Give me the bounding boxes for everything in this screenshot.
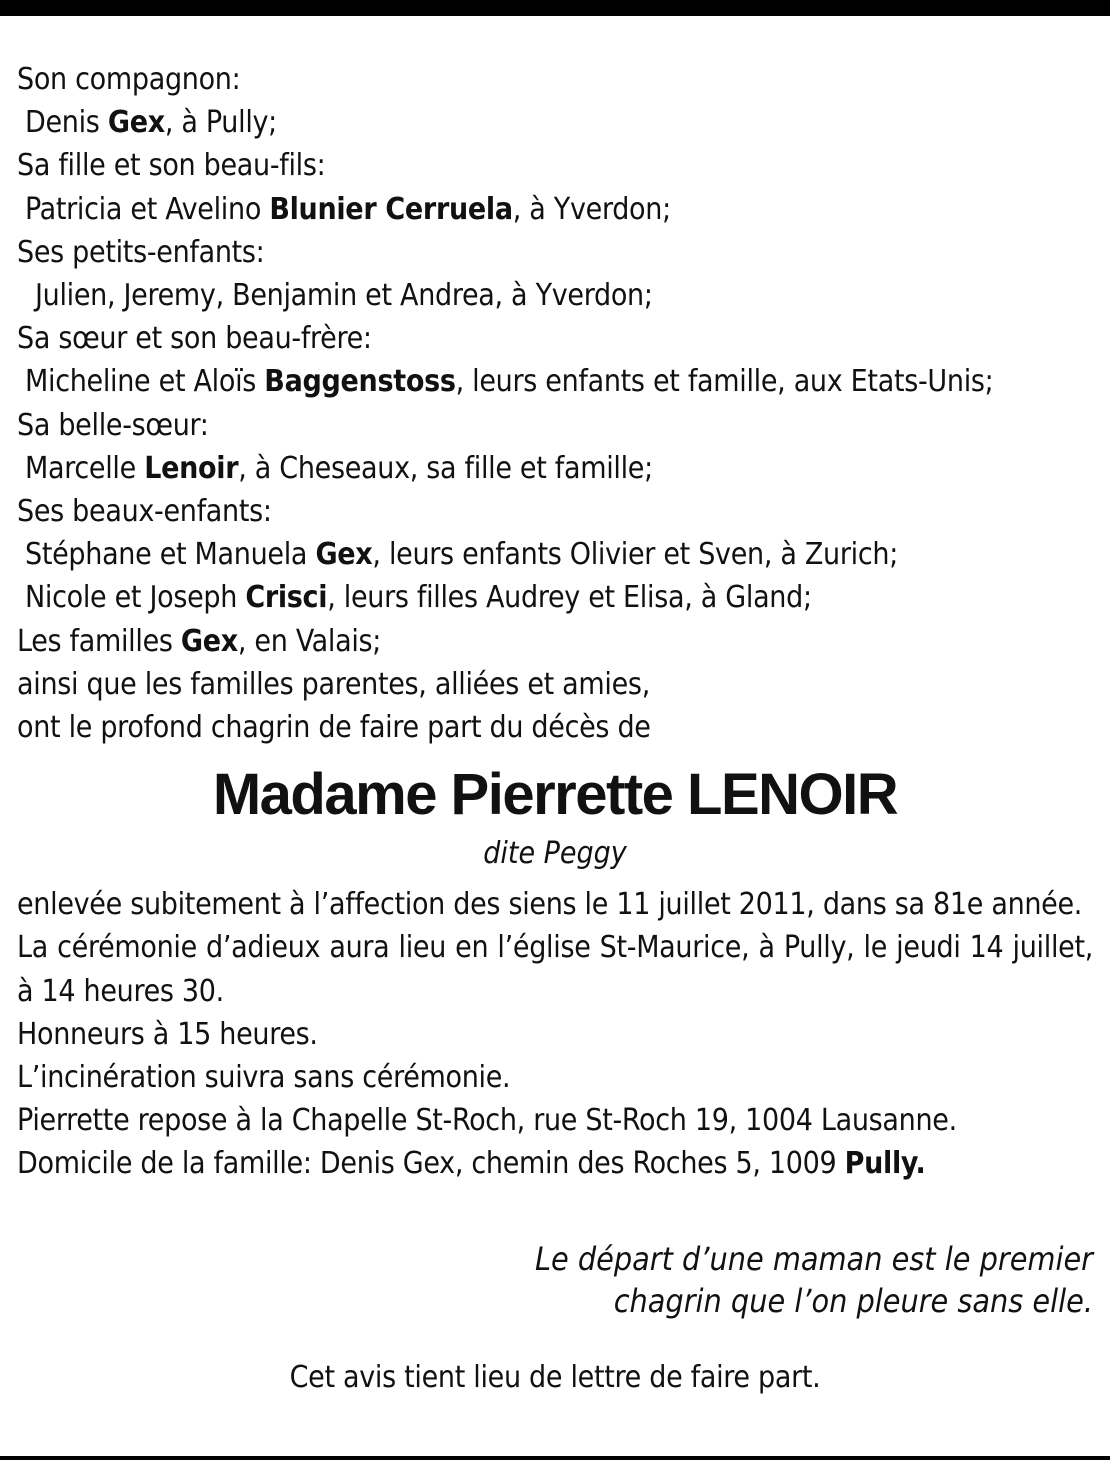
honours-info: Honneurs à 15 heures.: [17, 1016, 318, 1052]
member-surname: Gex: [107, 105, 165, 141]
family-member-line: [17, 620, 1093, 663]
family-member-line: [17, 533, 1093, 576]
family-domicile: [17, 1142, 1093, 1185]
member-names: Les familles: [17, 623, 181, 659]
member-names: Stéphane et Manuela: [25, 537, 316, 573]
family-list: [17, 58, 1093, 749]
family-member-line: [17, 576, 1093, 619]
member-names: Nicole et Joseph: [25, 580, 246, 616]
member-details: , à Yverdon;: [512, 191, 671, 227]
death-announcement: enlevée subitement à l’affection des siens le 11 juillet 2011, dans sa 81e année.: [17, 887, 1083, 923]
domicile-address: Domicile de la famille: Denis Gex, chemin des Roches 5, 1009: [17, 1146, 845, 1182]
relation-label: Sa fille et son beau-fils:: [17, 148, 326, 184]
deceased-name: Madame Pierrette LENOIR: [212, 762, 898, 828]
family-member-line: [17, 447, 1093, 490]
member-surname: Gex: [315, 537, 373, 573]
resting-place-info: Pierrette repose à la Chapelle St-Roch, rue St-Roch 19, 1004 Lausanne.: [17, 1103, 957, 1139]
quote-line-2: chagrin que l’on pleure sans elle.: [613, 1281, 1093, 1320]
ceremony-info: La cérémonie d’adieux aura lieu en l’église St-Maurice, à Pully, le jeudi 14 juillet, à 14 heures 30.: [17, 930, 1093, 1009]
member-details: , à Cheseaux, sa fille et famille;: [238, 450, 653, 486]
family-member-line: [17, 188, 1093, 231]
member-names: Marcelle: [25, 450, 145, 486]
member-details: , leurs enfants et famille, aux Etats-Unis;: [455, 364, 994, 400]
memorial-quote: [17, 1238, 1093, 1322]
relation-label: ont le profond chagrin de faire part du décès de: [17, 710, 651, 746]
family-member-line: [17, 101, 1093, 144]
relation-label: Ses beaux-enfants:: [17, 494, 272, 530]
relation-label: Son compagnon:: [17, 62, 241, 97]
family-member-line: [17, 360, 1093, 403]
member-names: Denis: [25, 105, 108, 141]
member-details: , leurs enfants Olivier et Sven, à Zurich;: [372, 537, 898, 573]
member-names: Micheline et Aloïs: [25, 364, 265, 400]
bottom-border-rule: [0, 1456, 1110, 1460]
cremation-info: L’incinération suivra sans cérémonie.: [17, 1060, 511, 1096]
domicile-city: Pully.: [844, 1146, 926, 1182]
deceased-nickname: dite Peggy: [483, 836, 627, 872]
member-surname: Gex: [180, 623, 238, 659]
relation-label: Ses petits-enfants:: [17, 234, 265, 270]
member-details: , à Pully;: [164, 105, 277, 141]
family-member-line: [17, 274, 1093, 317]
member-details: , leurs filles Audrey et Elisa, à Gland;: [327, 580, 812, 616]
member-surname: Blunier Cerruela: [269, 191, 513, 227]
obituary-notice: [17, 58, 1093, 1398]
member-surname: Baggenstoss: [264, 364, 456, 400]
member-details: , en Valais;: [237, 623, 382, 659]
relation-label: ainsi que les familles parentes, alliées et amies,: [17, 666, 650, 702]
top-border-rule: [0, 0, 1110, 16]
member-names: Julien, Jeremy, Benjamin et Andrea, à Yverdon;: [35, 278, 653, 314]
relation-label: Sa sœur et son beau-frère:: [17, 321, 372, 357]
member-surname: Lenoir: [144, 450, 239, 486]
relation-label: Sa belle-sœur:: [17, 407, 209, 443]
member-surname: Crisci: [245, 580, 328, 616]
quote-line-1: Le départ d’une maman est le premier: [534, 1239, 1093, 1278]
member-names: Patricia et Avelino: [25, 191, 270, 227]
closing-note: Cet avis tient lieu de lettre de faire part.: [289, 1359, 821, 1395]
